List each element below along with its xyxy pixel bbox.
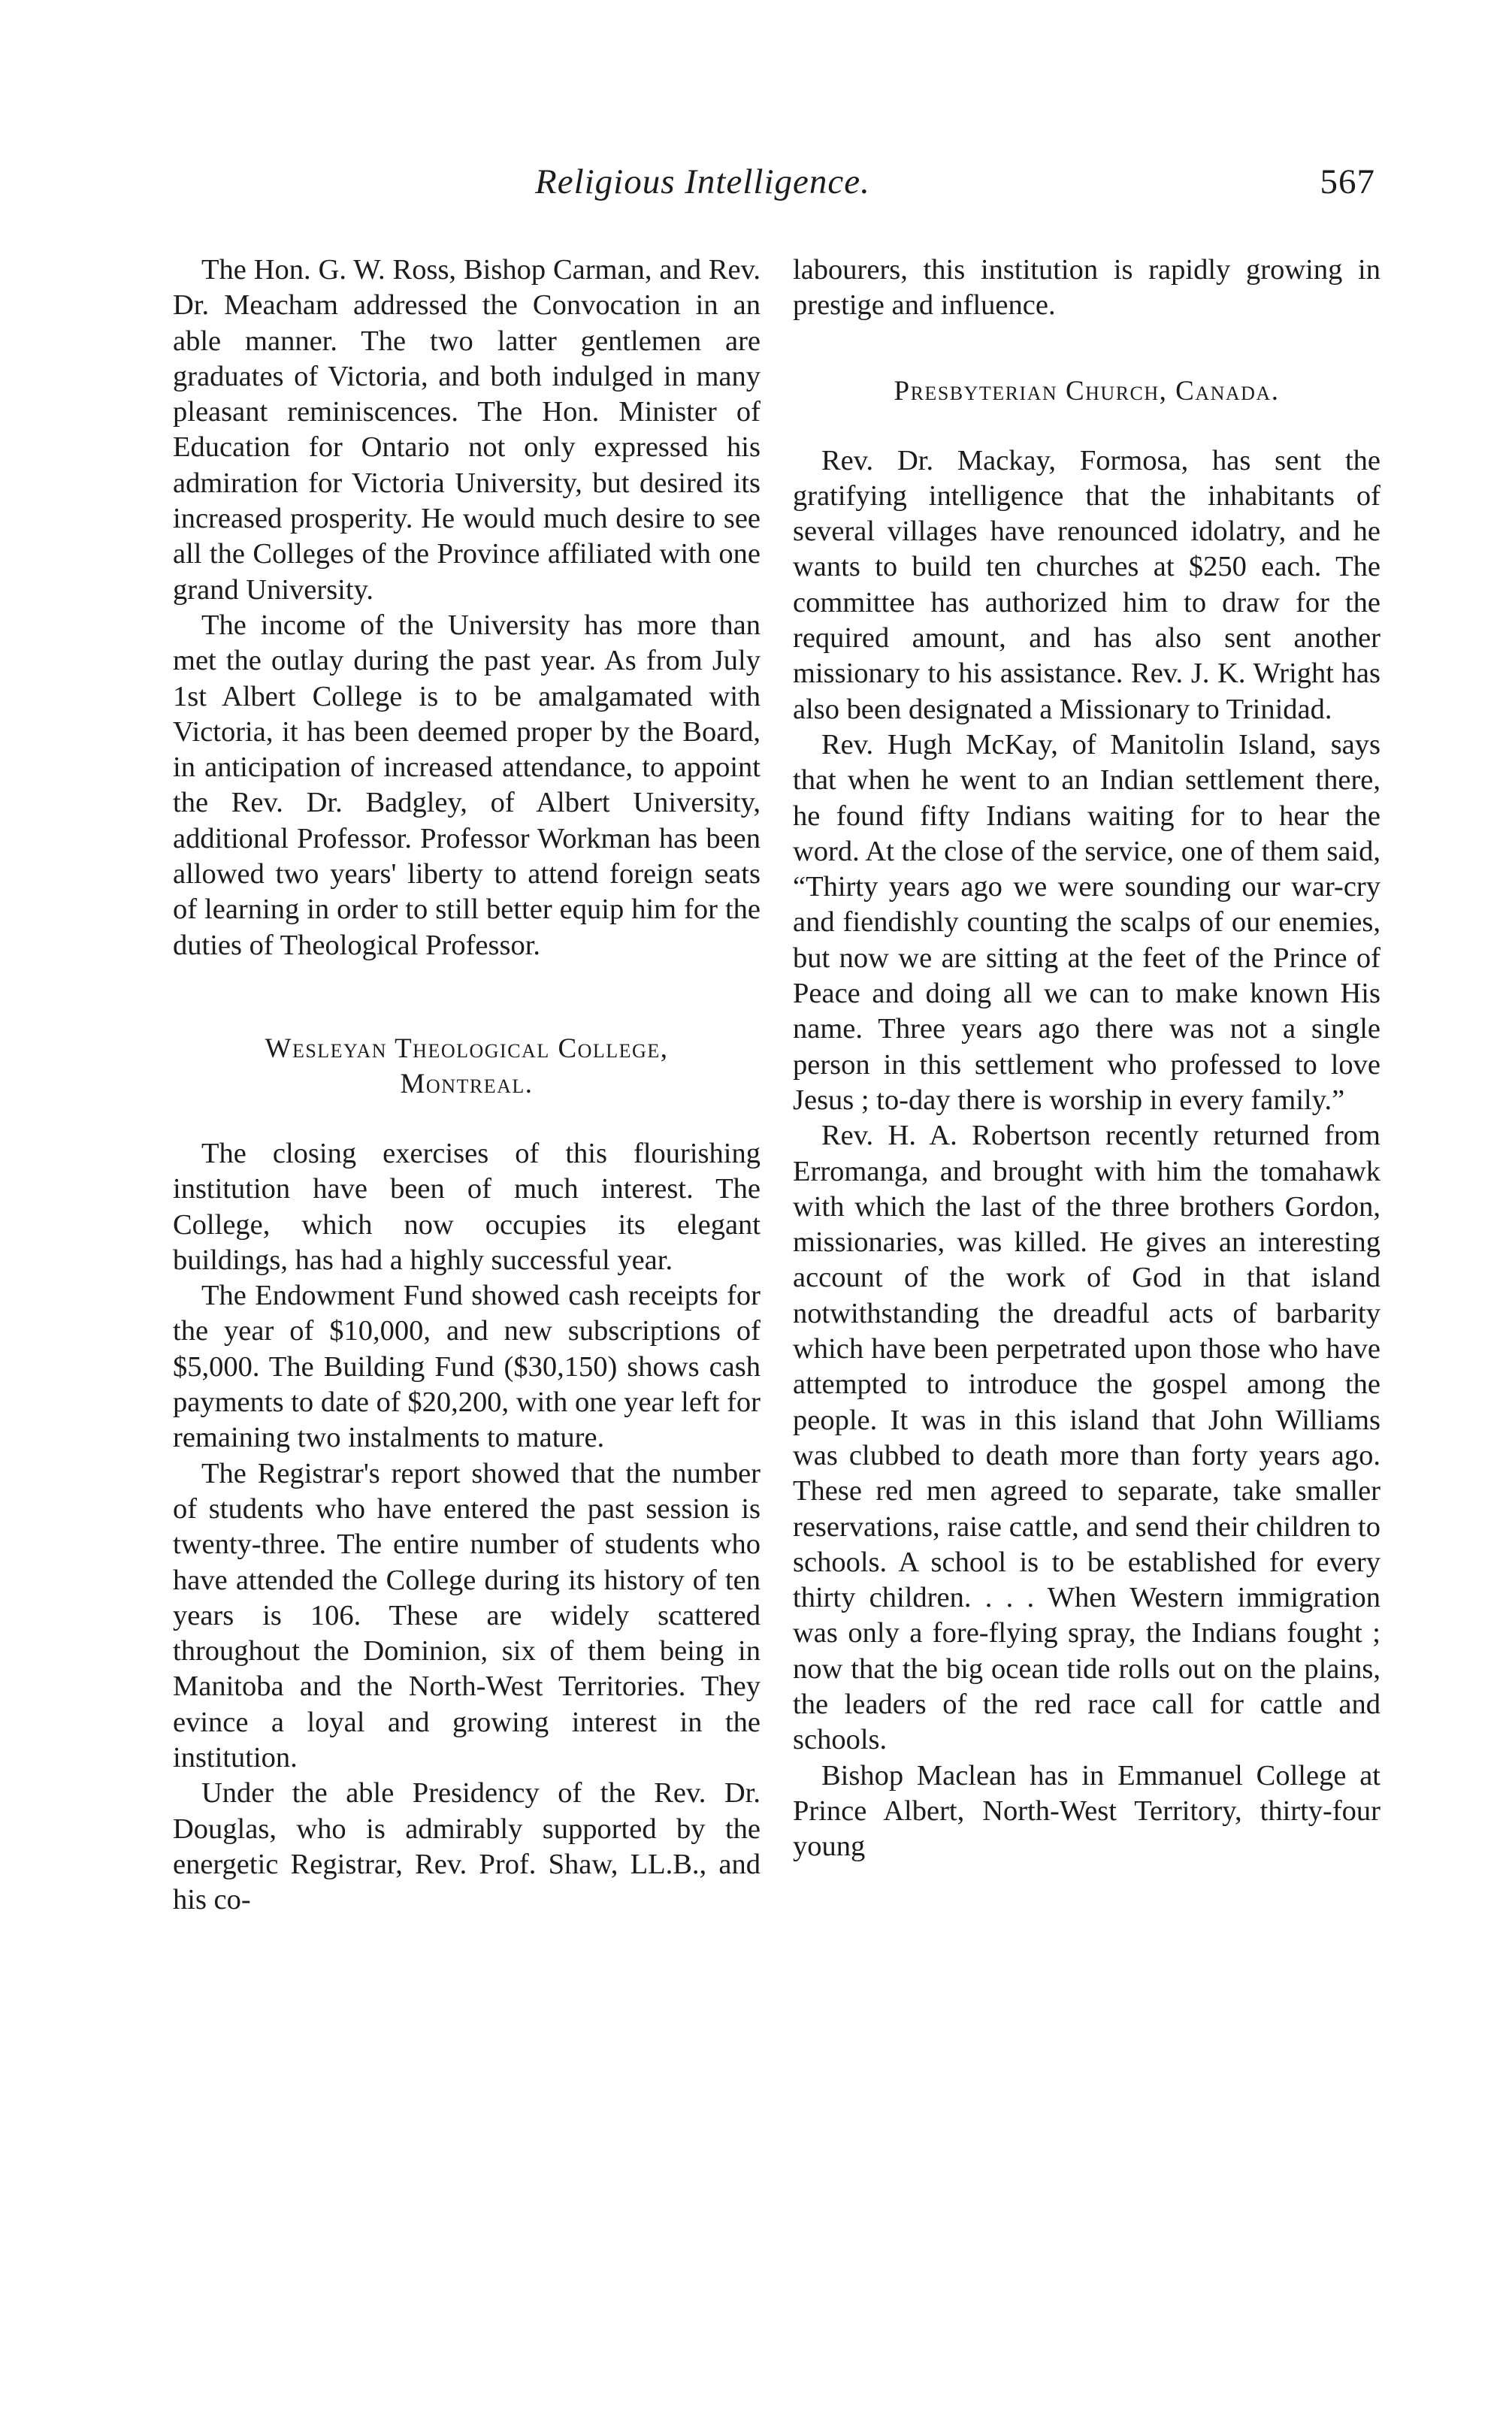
paragraph-bishop-maclean: Bishop Maclean has in Emmanuel College at Prince Albert, North-West Territory, thirty-four young [793, 1759, 1380, 1863]
section-spacer [793, 409, 1380, 443]
section-spacer [173, 963, 761, 1031]
running-title: Religious Intelligence. [535, 162, 870, 201]
section-spacer [173, 1102, 761, 1136]
paragraph-endowment-fund: The Endowment Fund showed cash receipts for the year of $10,000, and new subscriptions of $5,000. The Building Fund ($30,150) shows cash payments to date of $20,200, with one year left for remaining two instalments to mature. [173, 1280, 761, 1454]
paragraph-university-income: The income of the University has more than met the outlay during the past year. As from July 1st Albert College is to be amalgamated with Victoria, it has been deemed proper by the Board, in anticipation of increased attendance, to appoint the Rev. Dr. Badgley, of Albert University, additional Professor. Professor Workman has been allowed two years' liberty to attend foreign seats of learning in order to still better equip him for the duties of Theological Professor. [173, 609, 761, 961]
paragraph-mackay-formosa: Rev. Dr. Mackay, Formosa, has sent the gratifying intelligence that the inhabitants of several villages have renounced idolatry, and he wants to build ten churches at $250 each. The committee has authorized him to draw for the required amount, and has also sent another missionary to his assistance. Rev. J. K. Wright has also been designated a Missionary to Trinidad. [793, 444, 1380, 725]
paragraph-continuation: labourers, this institution is rapidly growing in prestige and influence. [793, 254, 1380, 322]
paragraph-convocation: The Hon. G. W. Ross, Bishop Carman, and Rev. Dr. Meacham addressed the Convocation in an able manner. The two latter gentlemen are graduates of Victoria, and both indulged in many pleasant reminiscences. The Hon. Minister of Education for Ontario not only expressed his admiration for Victoria University, but desired its increased prosperity. He would much desire to see all the Colleges of the Province affiliated with one grand University. [173, 254, 761, 606]
section-heading-wesleyan [173, 1031, 761, 1102]
section-heading-line: Montreal. [400, 1068, 534, 1099]
left-column [173, 252, 761, 1918]
section-spacer [793, 324, 1380, 373]
right-column [793, 252, 1380, 1864]
section-heading-line: Wesleyan Theological College, [265, 1033, 669, 1064]
running-header [173, 162, 1375, 207]
paragraph-robertson-erromanga: Rev. H. A. Robertson recently returned from Erromanga, and brought with him the tomahawk with which the last of the three brothers Gordon, missionaries, was killed. He gives an interesting account of the work of God in that island notwithstanding the dreadful acts of barbarity which have been perpetrated upon those who have attempted to introduce the gospel among the people. It was in this island that John Williams was clubbed to death more than forty years ago. These red men agreed to separate, take smaller reservations, raise cattle, and send their children to schools. A school is to be established for every thirty children. . . . When Western immigration was only a fore-flying spray, the Indians fought ; now that the big ocean tide rolls out on the plains, the leaders of the red race call for cattle and schools. [793, 1120, 1380, 1756]
paragraph-registrar-report: The Registrar's report showed that the number of students who have entered the past session is twenty-three. The entire number of students who have attended the College during its history of ten years is 106. These are widely scattered throughout the Dominion, six of them being in Manitoba and the North-West Territories. They evince a loyal and growing interest in the institution. [173, 1457, 761, 1773]
page-number: 567 [1320, 162, 1375, 201]
paragraph-mckay-manitolin: Rev. Hugh McKay, of Manitolin Island, says that when he went to an Indian settlement there, he found fifty Indians waiting for to hear the word. At the close of the service, one of them said, “Thirty years ago we were sounding our war-cry and fiendishly counting the scalps of our enemies, but now we are sitting at the feet of the Prince of Peace and doing all we can to make known His name. Three years ago there was not a single person in this settlement who professed to love Jesus ; to-day there is worship in every family.” [793, 728, 1380, 1116]
section-heading-presbyterian: Presbyterian Church, Canada. [894, 375, 1280, 407]
paragraph-presidency: Under the able Presidency of the Rev. Dr. Douglas, who is admirably supported by the energetic Registrar, Rev. Prof. Shaw, LL.B., and his co- [173, 1777, 761, 1916]
paragraph-closing-exercises: The closing exercises of this flourishing institution have been of much interest. The College, which now occupies its elegant buildings, has had a highly successful year. [173, 1137, 761, 1276]
